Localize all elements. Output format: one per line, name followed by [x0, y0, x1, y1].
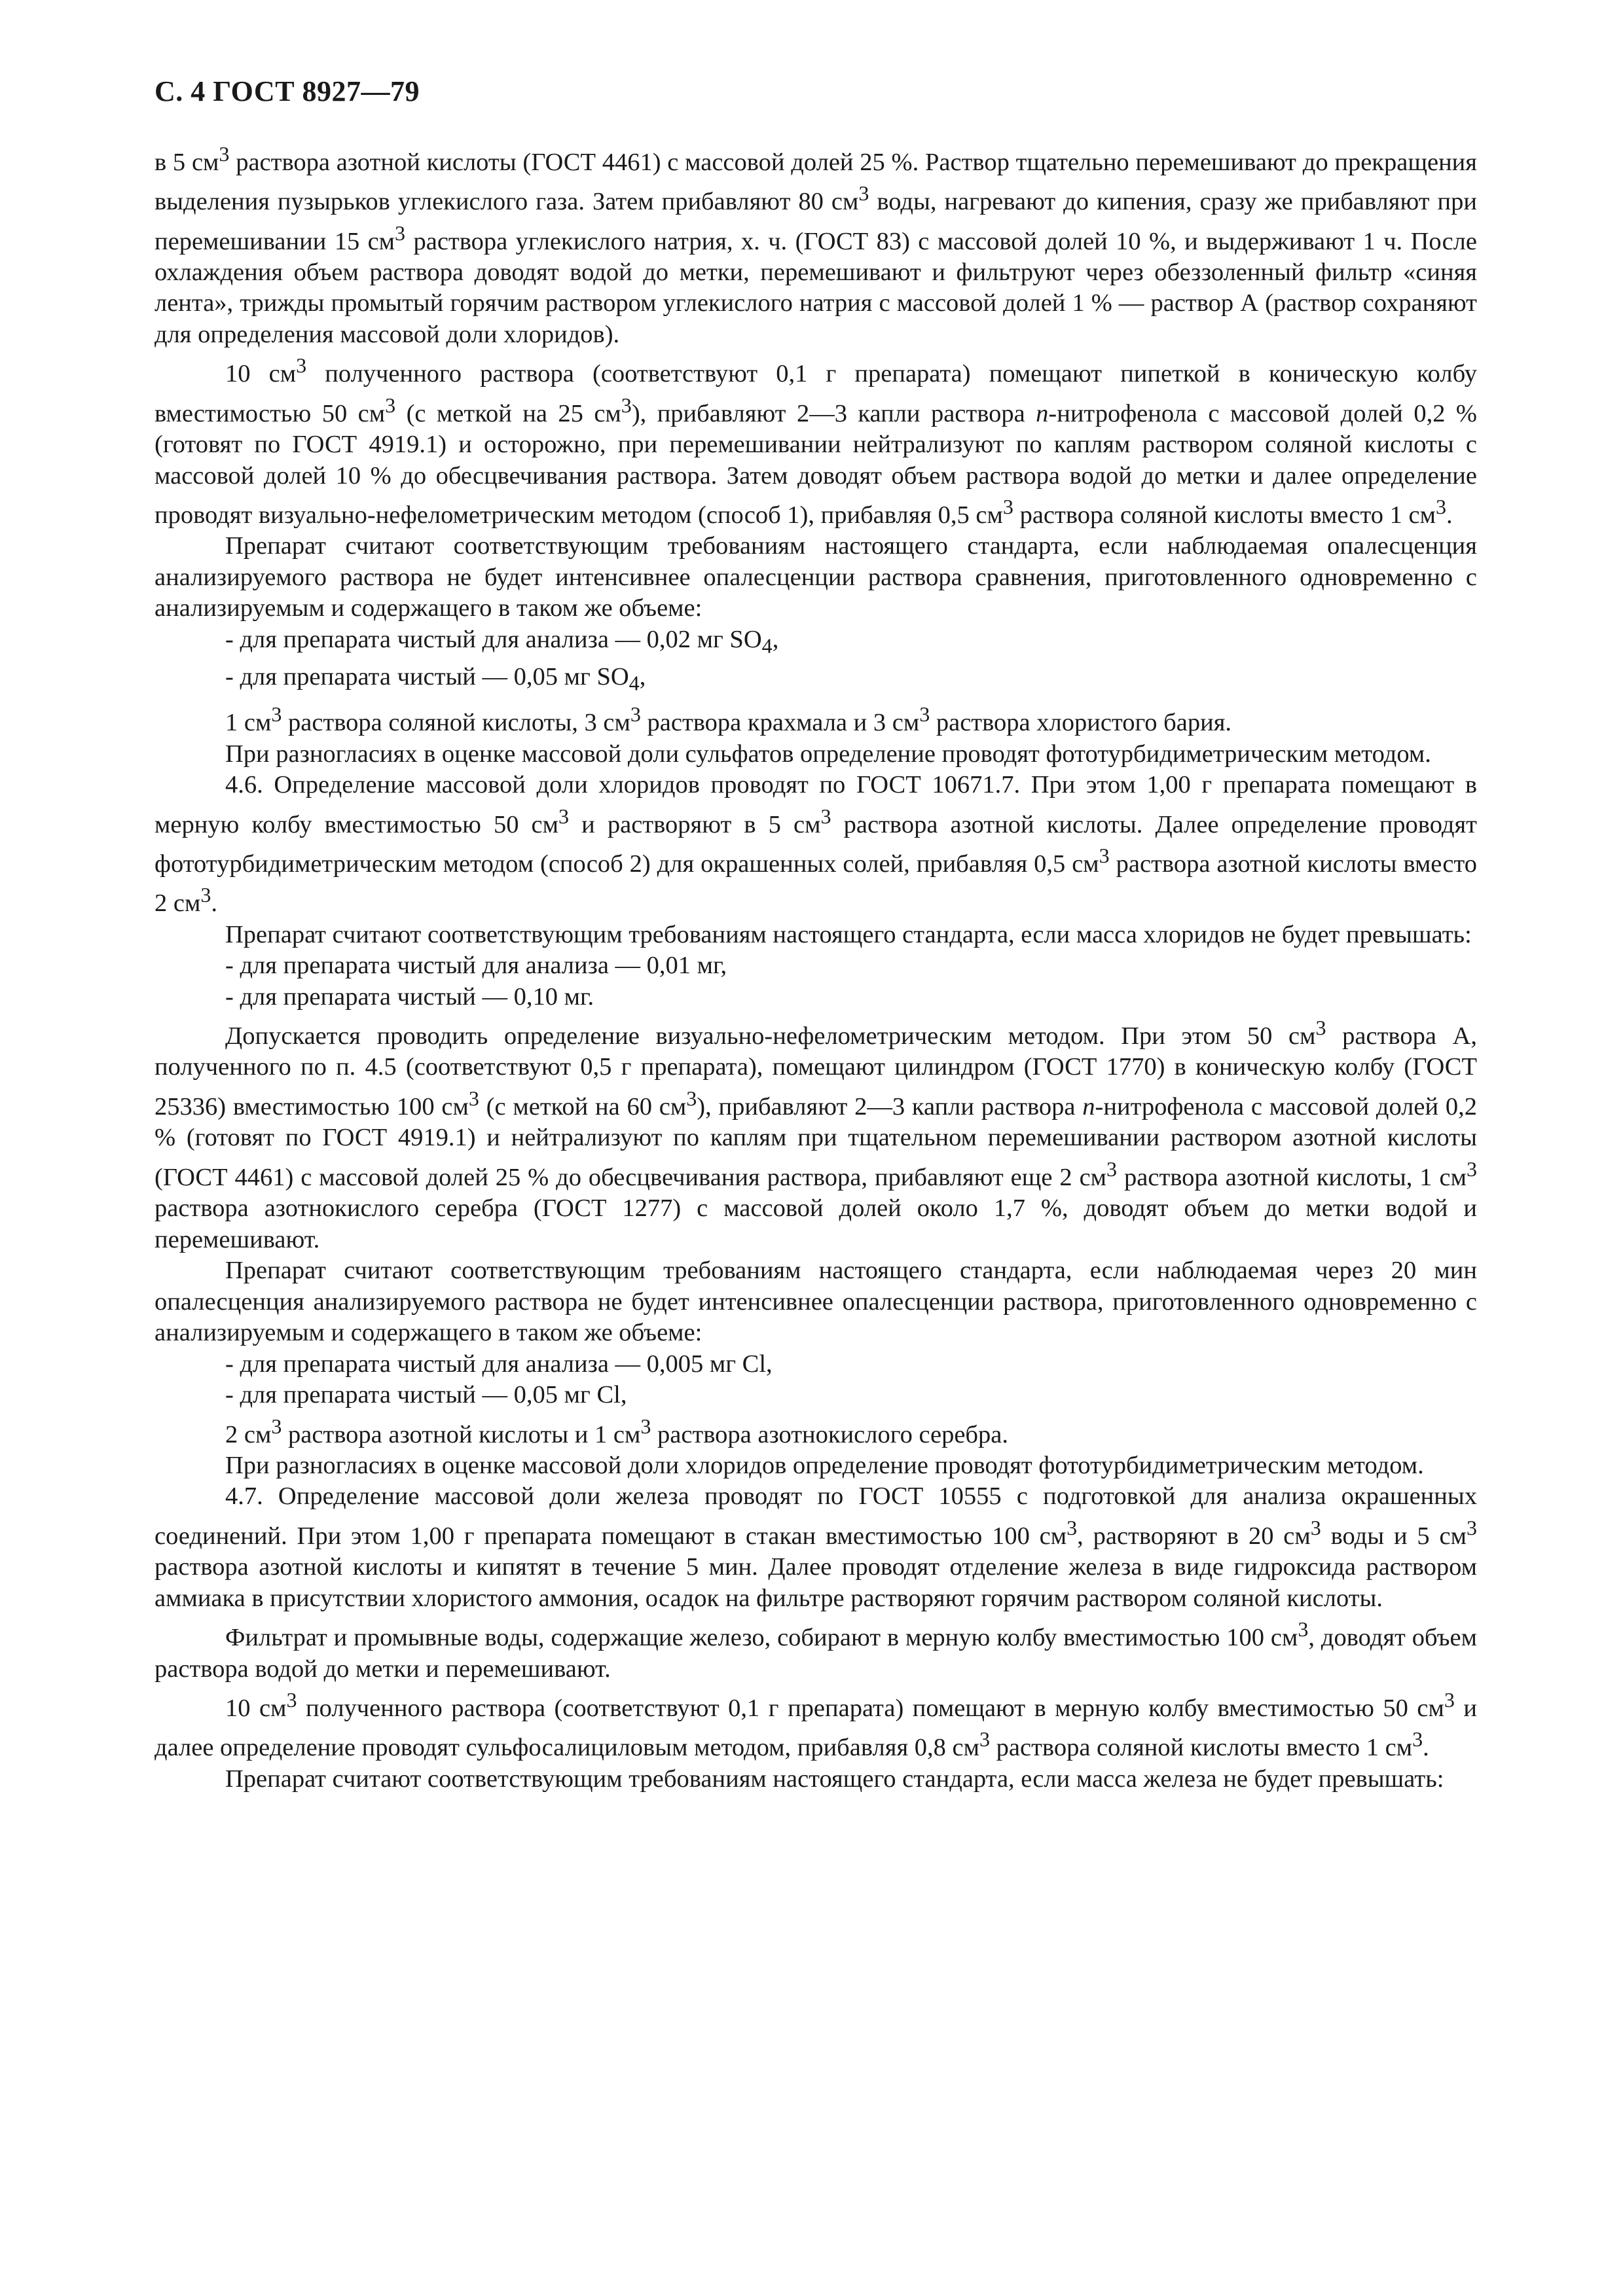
paragraph: Фильтрат и промывные воды, содержащие железо, собирают в мерную колбу вместимостью 100 $см^3$, доводят объем раствора водой до метки и перемешивают. [155, 1617, 1477, 1683]
paragraph: Препарат считают соответствующим требованиям настоящего стандарта, если масса железа не будет превышать: [225, 1765, 1444, 1793]
document-page [155, 73, 1477, 1795]
page-header: С. 4 ГОСТ 8927—79 [155, 75, 420, 107]
paragraph: 4.6. Определение массовой доли хлоридов проводят по ГОСТ 10671.7. При этом 1,00 г препарата помещают в мерную колбу вместимостью 50 $см^3$ и растворяют в 5 $см^3$ раствора азотной кислоты. Далее определение проводят фототурбидиметрическим методом (способ 2) для окрашенных солей, прибавляя 0,5 $см^3$ раствора азотной кислоты вместо 2 $см^3$. [155, 771, 1478, 918]
paragraph: - для препарата чистый — 0,05 мг Cl, [225, 1381, 627, 1409]
paragraph: - для препарата чистый — 0,10 мг. [225, 982, 594, 1011]
paragraph: При разногласиях в оценке массовой доли сульфатов определение проводят фототурбидиметрическим методом. [225, 740, 1431, 768]
paragraph: - для препарата чистый для анализа — 0,01 мг, [225, 952, 727, 980]
paragraph: - для препарата чистый для анализа — 0,005 мг Cl, [225, 1350, 773, 1378]
paragraph: При разногласиях в оценке массовой доли хлоридов определение проводят фототурбидиметрическим методом. [225, 1451, 1424, 1479]
paragraph: в 5 $см^3$ раствора азотной кислоты (ГОСТ 4461) с массовой долей 25 %. Раствор тщательно перемешивают до прекращения выделения пузырьков углекислого газа. Затем прибавляют 80 $см^3$ воды, нагревают до кипения, сразу же прибавляют при перемешивании 15 $см^3$ раствора углекислого натрия, х. ч. (ГОСТ 83) с массовой долей 10 %, и выдерживают 1 ч. После охлаждения объем раствора доводят водой до метки, перемешивают и фильтруют через обеззоленный фильтр «синяя лента», трижды промытый горячим раствором углекислого натрия с массовой долей 1 % — раствор А (раствор сохраняют для определения массовой доли хлоридов). [155, 142, 1477, 348]
paragraph: Препарат считают соответствующим требованиям настоящего стандарта, если наблюдаемая через 20 мин опалесценция анализируемого раствора не будет интенсивнее опалесценции раствора, приготовленного одновременно с анализируемым и содержащего в таком же объеме: [155, 1257, 1477, 1347]
paragraph: - для препарата чистый — 0,05 мг $SO_4$, [225, 663, 646, 695]
paragraph: Допускается проводить определение визуально-нефелометрическим методом. При этом 50 $см^3$ раствора А, полученного по п. 4.5 (соответствуют 0,5 г препарата), помещают цилиндром (ГОСТ 1770) в коническую колбу (ГОСТ 25336) вместимостью 100 $см^3$ (с меткой на 60 $см^3$), прибавляют 2—3 капли раствора п-нитрофенола с массовой долей 0,2 % (готовят по ГОСТ 4919.1) и нейтрализуют по каплям при тщательном перемешивании раствором азотной кислоты (ГОСТ 4461) с массовой долей 25 % до обесцвечивания раствора, прибавляют еще 2 $см^3$ раствора азотной кислоты, 1 $см^3$ раствора азотнокислого серебра (ГОСТ 1277) с массовой долей около 1,7 %, доводят объем до метки водой и перемешивают. [155, 1016, 1477, 1253]
paragraph: 1 $см^3$ раствора соляной кислоты, 3 $см^3$ раствора крахмала и 3 $см^3$ раствора хлористого бария. [225, 702, 1232, 737]
paragraph: 10 $см^3$ полученного раствора (соответствуют 0,1 г препарата) помещают в мерную колбу вместимостью 50 $см^3$ и далее определение проводят сульфосалициловым методом, прибавляя 0,8 $см^3$ раствора соляной кислоты вместо 1 $см^3$. [155, 1688, 1478, 1762]
paragraph: - для препарата чистый для анализа — 0,02 мг $SO_4$, [225, 625, 779, 658]
paragraph: 4.7. Определение массовой доли железа проводят по ГОСТ 10555 с подготовкой для анализа окрашенных соединений. При этом 1,00 г препарата помещают в стакан вместимостью 100 $см^3$, растворяют в 20 $см^3$ воды и 5 $см^3$ раствора азотной кислоты и кипятят в течение 5 мин. Далее проводят отделение железа в виде гидроксида раствором аммиака в присутствии хлористого аммония, осадок на фильтре растворяют горячим раствором соляной кислоты. [155, 1482, 1477, 1612]
paragraph: 2 $см^3$ раствора азотной кислоты и 1 $см^3$ раствора азотнокислого серебра. [225, 1414, 1008, 1448]
paragraph: Препарат считают соответствующим требованиям настоящего стандарта, если наблюдаемая опалесценция анализируемого раствора не будет интенсивнее опалесценции раствора сравнения, приготовленного одновременно с анализируемым и содержащего в таком же объеме: [155, 532, 1477, 622]
paragraph: Препарат считают соответствующим требованиям настоящего стандарта, если масса хлоридов не будет превышать: [225, 920, 1472, 948]
paragraph: 10 $см^3$ полученного раствора (соответствуют 0,1 г препарата) помещают пипеткой в коническую колбу вместимостью 50 $см^3$ (с меткой на 25 $см^3$), прибавляют 2—3 капли раствора п-нитрофенола с массовой долей 0,2 % (готовят по ГОСТ 4919.1) и осторожно, при перемешивании нейтрализуют по каплям раствором соляной кислоты с массовой долей 10 % до обесцвечивания раствора. Затем доводят объем раствора водой до метки и далее определение проводят визуально-нефелометрическим методом (способ 1), прибавляя 0,5 $см^3$ раствора соляной кислоты вместо 1 $см^3$. [155, 353, 1477, 529]
document-body [155, 139, 1477, 1795]
